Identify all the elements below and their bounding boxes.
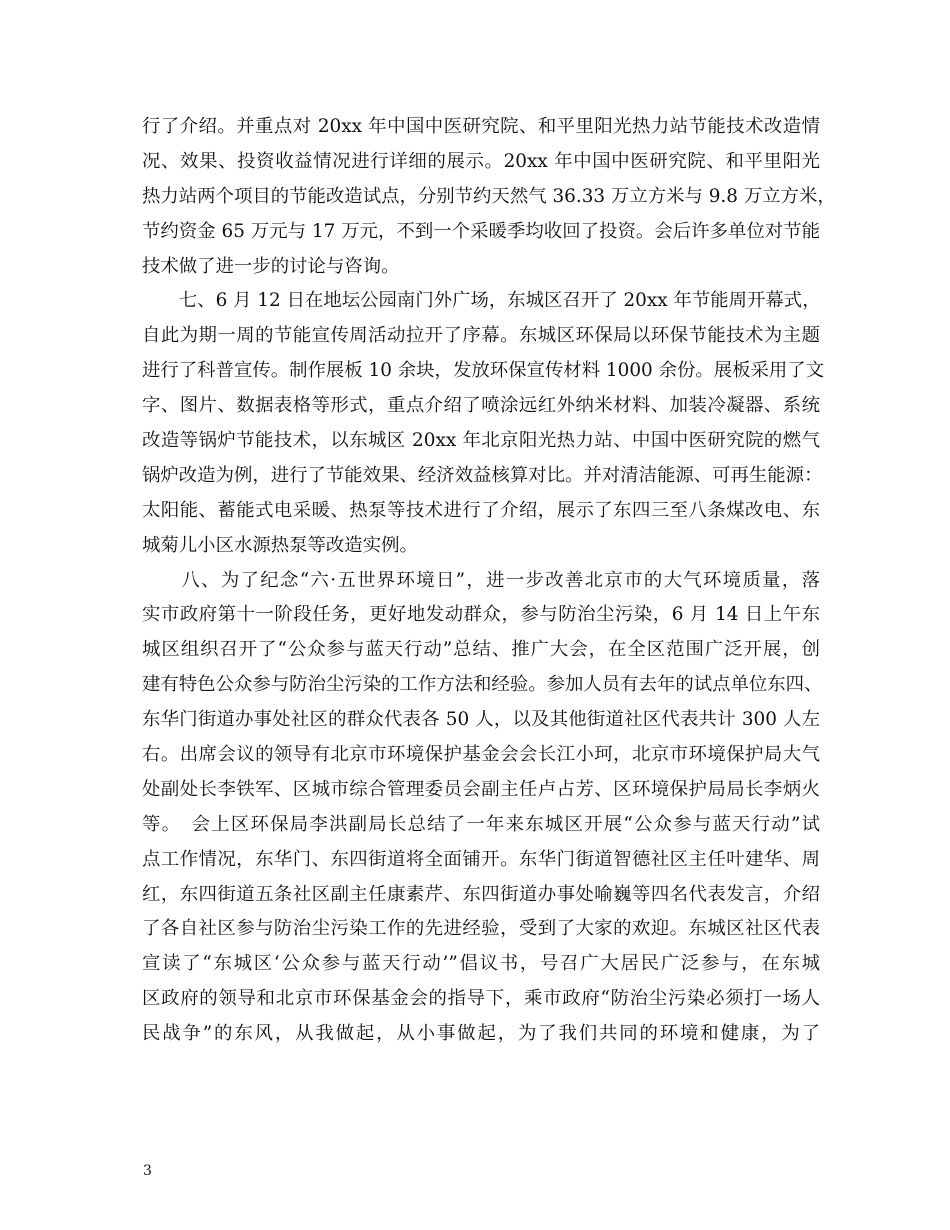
text-line: 处副处长李铁军、区城市综合管理委员会副主任卢占芳、区环境保护局局长李炳火 — [142, 778, 820, 800]
text-line: 锅炉改造为例，进行了节能效果、经济效益核算对比。并对清洁能源、可再生能源： — [142, 464, 823, 486]
text-line: 技术做了进一步的讨论与咨询。 — [142, 255, 400, 277]
text-line: 自此为期一周的节能宣传周活动拉开了序幕。东城区环保局以环保节能技术为主题 — [142, 325, 820, 347]
text-line: 改造等锅炉节能技术，以东城区 20xx 年北京阳光热力站、中国中医研究院的燃气 — [142, 430, 820, 452]
text-line: 行了介绍。并重点对 20xx 年中国中医研究院、和平里阳光热力站节能技术改造情 — [142, 116, 820, 137]
page-number: 3 — [143, 1163, 152, 1179]
text-line: 区政府的领导和北京市环保基金会的指导下，乘市政府“防治尘污染必须打一场人 — [142, 988, 820, 1010]
text-line: 字、图片、数据表格等形式，重点介绍了喷涂远红外纳米材料、加装冷凝器、系统 — [142, 395, 820, 417]
text-line: 况、效果、投资收益情况进行详细的展示。20xx 年中国中医研究院、和平里阳光 — [142, 150, 820, 172]
text-line: 七、6 月 12 日在地坛公园南门外广场，东城区召开了 20xx 年节能周开幕式， — [142, 290, 821, 312]
text-line: 热力站两个项目的节能改造试点，分别节约天然气 36.33 万立方米与 9.8 万立方米， — [142, 185, 836, 207]
text-line: 点工作情况，东华门、东四街道将全面铺开。东华门街道智德社区主任叶建华、周 — [142, 848, 820, 870]
text-line: 进行了科普宣传。制作展板 10 余块，发放环保宣传材料 1000 余份。展板采用了文 — [142, 360, 825, 382]
text-line: 八、为了纪念“六·五世界环境日”，进一步改善北京市的大气环境质量，落 — [142, 569, 820, 591]
text-line: 东华门街道办事处社区的群众代表各 50 人，以及其他街道社区代表共计 300 人左 — [142, 709, 820, 731]
text-line: 右。出席会议的领导有北京市环境保护基金会会长江小珂，北京市环境保护局大气 — [142, 744, 820, 766]
text-line: 太阳能、蓄能式电采暖、热泵等技术进行了介绍，展示了东四三至八条煤改电、东 — [142, 499, 820, 521]
text-line: 建有特色公众参与防治尘污染的工作方法和经验。参加人员有去年的试点单位东四、 — [142, 674, 823, 696]
text-line: 实市政府第十一阶段任务，更好地发动群众，参与防治尘污染，6 月 14 日上午东 — [142, 604, 820, 626]
text-line: 城区组织召开了“公众参与蓝天行动”总结、推广大会，在全区范围广泛开展，创 — [142, 639, 820, 661]
text-line: 红，东四街道五条社区副主任康素芹、东四街道办事处喻巍等四名代表发言，介绍 — [142, 883, 820, 905]
body-text — [142, 110, 836, 1052]
text-line: 节约资金 65 万元与 17 万元，不到一个采暖季均收回了投资。会后许多单位对节能 — [142, 220, 820, 242]
text-line: 城菊儿小区水源热泵等改造实例。 — [142, 534, 418, 556]
text-line: 了各自社区参与防治尘污染工作的先进经验，受到了大家的欢迎。东城区社区代表 — [142, 918, 820, 940]
text-line: 宣读了“东城区‘公众参与蓝天行动’”倡议书，号召广大居民广泛参与，在东城 — [142, 953, 820, 975]
text-line: 民战争”的东风，从我做起，从小事做起，为了我们共同的环境和健康，为了 — [142, 1023, 820, 1045]
text-line: 等。 会上区环保局李洪副局长总结了一年来东城区开展“公众参与蓝天行动”试 — [142, 813, 820, 835]
